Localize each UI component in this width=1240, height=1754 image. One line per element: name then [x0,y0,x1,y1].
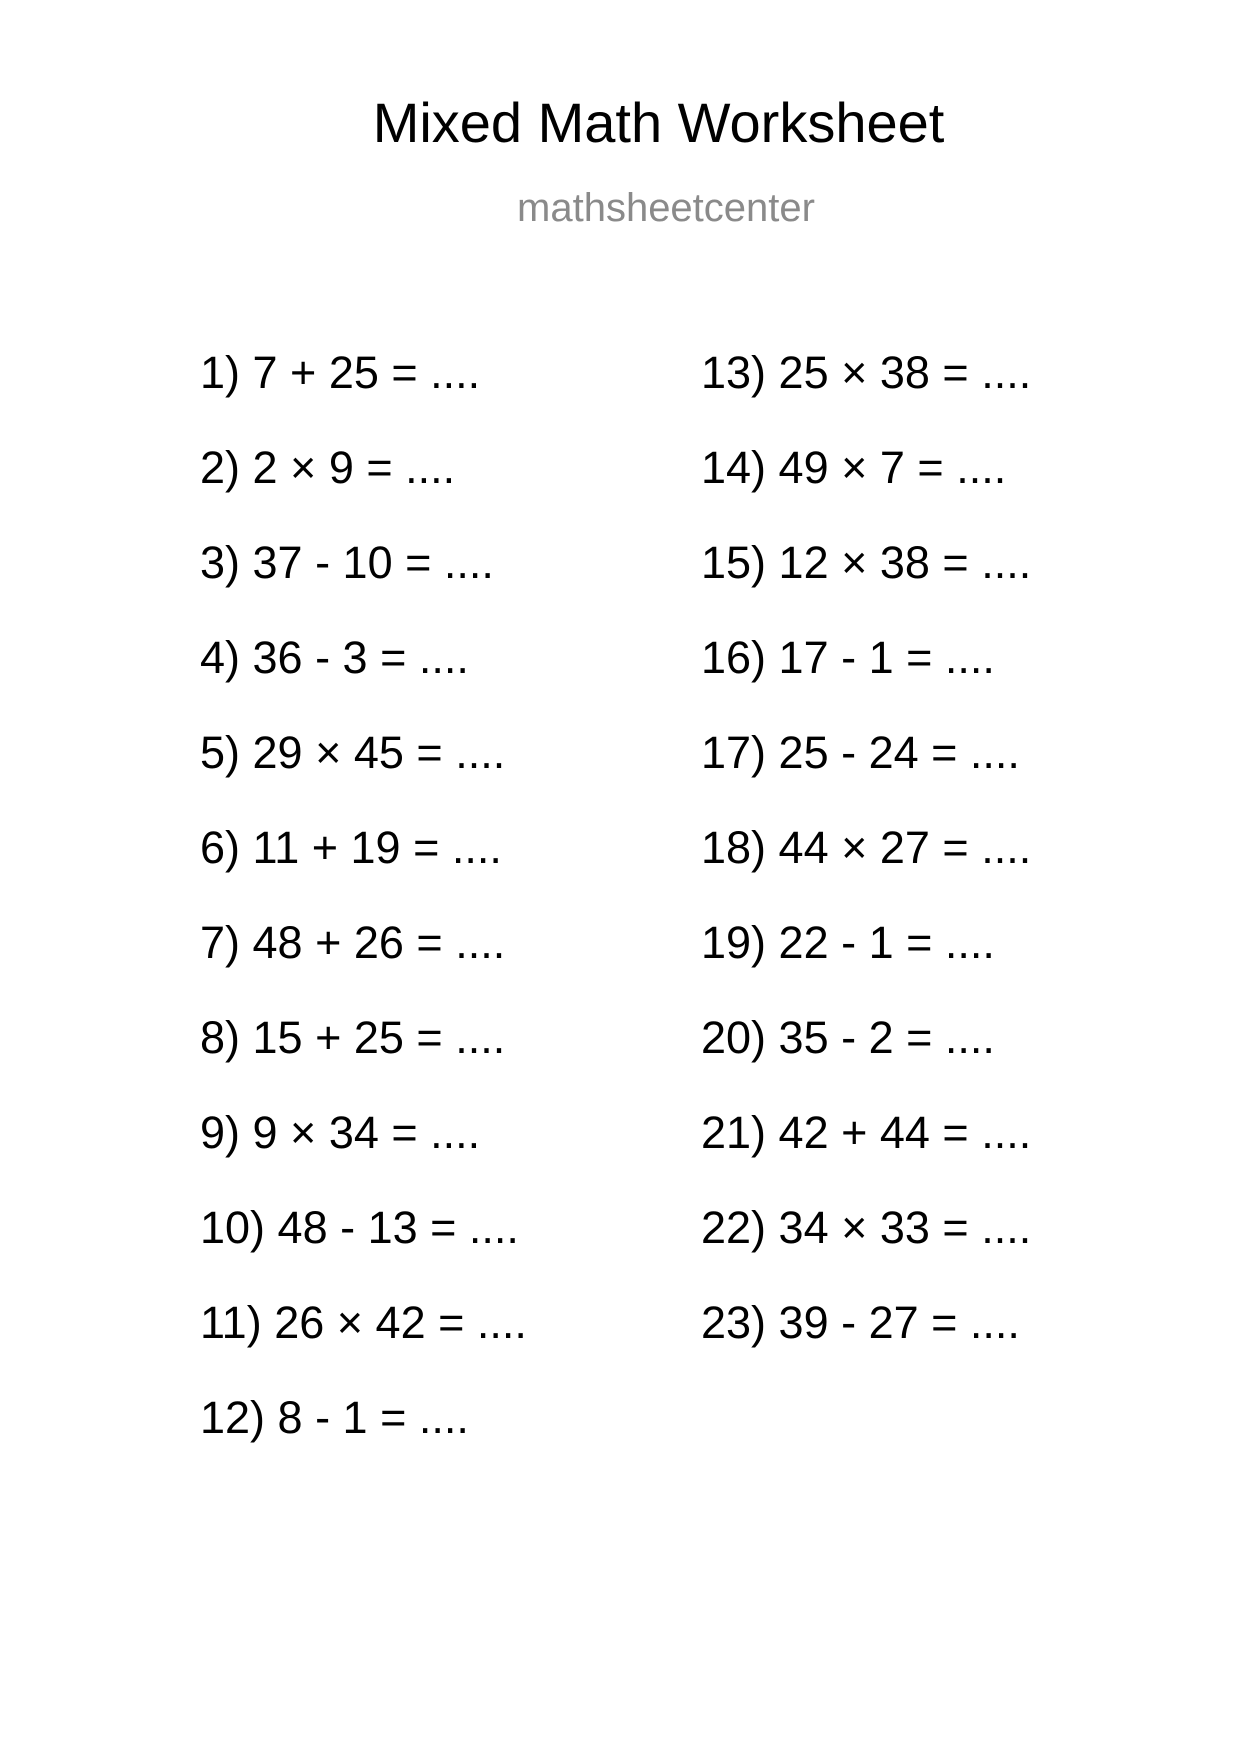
problem-8: 8) 15 + 25 = .... [200,1012,506,1063]
problem-9: 9) 9 × 34 = .... [200,1107,481,1158]
problem-6: 6) 11 + 19 = .... [200,822,502,873]
page-title: Mixed Math Worksheet [372,91,945,154]
problem-5: 5) 29 × 45 = .... [200,727,506,778]
problem-13: 13) 25 × 38 = .... [701,347,1032,398]
problems-column-right [701,347,1032,1395]
problem-21: 21) 42 + 44 = .... [701,1107,1032,1158]
problem-4: 4) 36 - 3 = .... [200,632,469,683]
problems-column-left [200,347,527,1490]
problem-12: 12) 8 - 1 = .... [200,1392,469,1443]
problem-14: 14) 49 × 7 = .... [701,442,1007,493]
problem-3: 3) 37 - 10 = .... [200,537,494,588]
problem-19: 19) 22 - 1 = .... [701,917,995,968]
problem-11: 11) 26 × 42 = .... [200,1297,527,1348]
problem-2: 2) 2 × 9 = .... [200,442,456,493]
page-subtitle: mathsheetcenter [517,186,815,230]
problem-20: 20) 35 - 2 = .... [701,1012,995,1063]
problem-17: 17) 25 - 24 = .... [701,727,1020,778]
problem-18: 18) 44 × 27 = .... [701,822,1032,873]
problem-15: 15) 12 × 38 = .... [701,537,1032,588]
problem-1: 1) 7 + 25 = .... [200,347,481,398]
problem-16: 16) 17 - 1 = .... [701,632,995,683]
problem-23: 23) 39 - 27 = .... [701,1297,1020,1348]
problem-10: 10) 48 - 13 = .... [200,1202,519,1253]
problem-7: 7) 48 + 26 = .... [200,917,506,968]
problem-22: 22) 34 × 33 = .... [701,1202,1032,1253]
